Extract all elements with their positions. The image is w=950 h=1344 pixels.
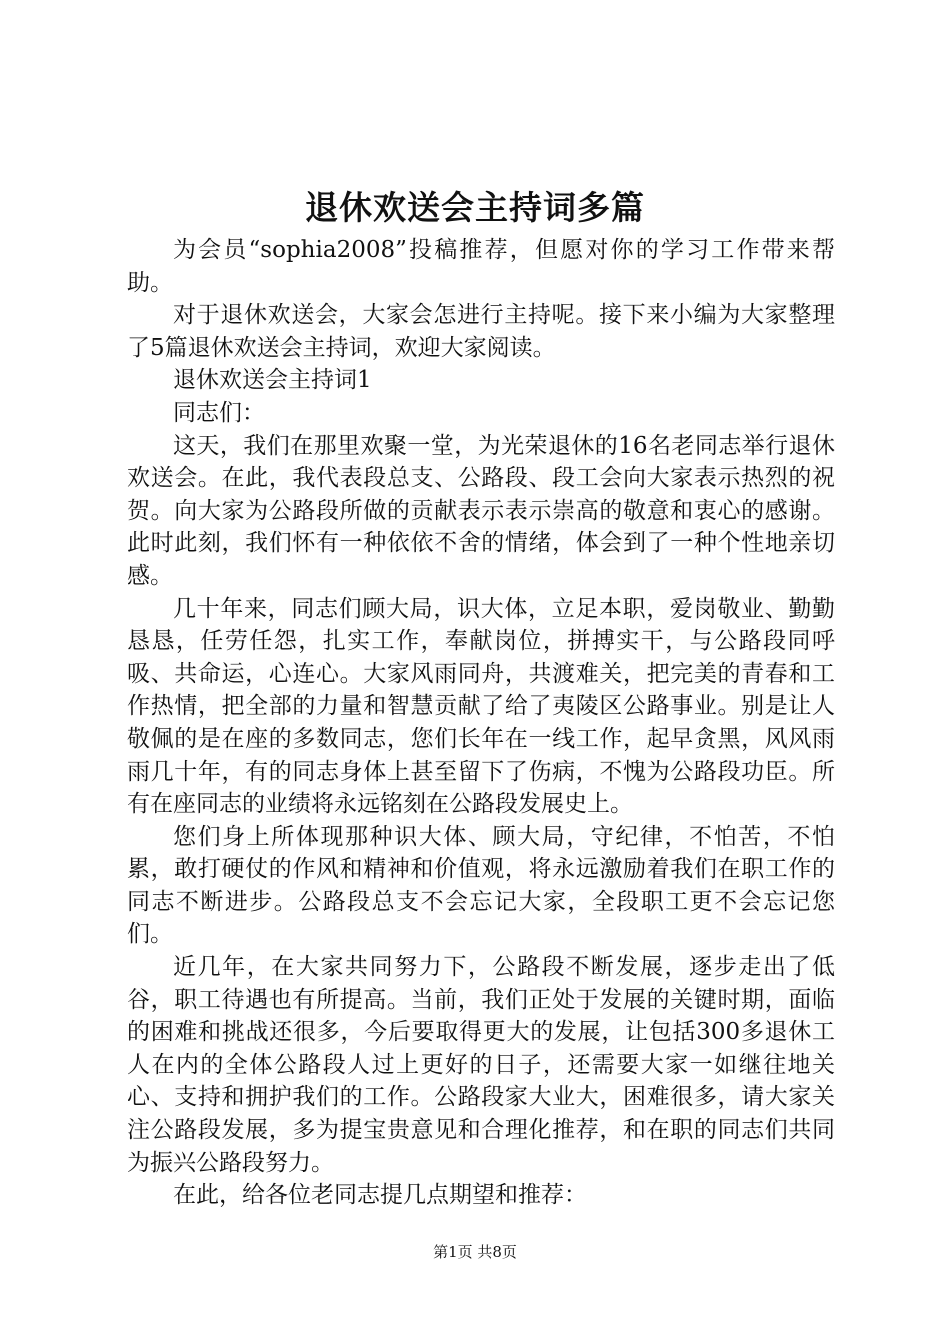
paragraph-salutation: 同志们： <box>173 399 265 426</box>
paragraph-lead: 对于退休欢送会，大家会怎进行主持呢。接下来小编为大家整理了5篇退休欢送会主持词，欢迎大家阅读。 <box>127 302 835 361</box>
paragraph-body: 这天，我们在那里欢聚一堂，为光荣退休的16名老同志举行退休欢送会。在此，我代表段总支、公路段、段工会向大家表示热烈的祝贺。向大家为公路段所做的贡献表示表示崇高的敬意和衷心的感谢。此时此刻，我们怀有一种依依不舍的情绪，体会到了一种个性地亲切感。 <box>127 432 835 589</box>
paragraph-body: 近几年，在大家共同努力下，公路段不断发展，逐步走出了低谷，职工待遇也有所提高。当前，我们正处于发展的关键时期，面临的困难和挑战还很多，今后要取得更大的发展，让包括300多退休工人在内的全体公路段人过上更好的日子，还需要大家一如继往地关心、支持和拥护我们的工作。公路段家大业大，困难很多，请大家关注公路段发展，多为提宝贵意见和合理化推荐，和在职的同志们共同为振兴公路段努力。 <box>127 954 835 1176</box>
paragraph-closing: 在此，给各位老同志提几点期望和推荐： <box>173 1182 587 1209</box>
paragraph-body: 您们身上所体现那种识大体、顾大局，守纪律，不怕苦，不怕累，敢打硬仗的作风和精神和价值观，将永远激励着我们在职工作的同志不断进步。公路段总支不会忘记大家，全段职工更不会忘记您们。 <box>127 823 835 948</box>
paragraph-intro: 为会员“sophia2008”投稿推荐，但愿对你的学习工作带来帮助。 <box>127 237 835 296</box>
section-heading: 退休欢送会主持词1 <box>173 367 372 394</box>
paragraph-body: 几十年来，同志们顾大局，识大体，立足本职，爱岗敬业、勤勤恳恳，任劳任怨，扎实工作，奉献岗位，拼搏实干，与公路段同呼吸、共命运，心连心。大家风雨同舟，共渡难关，把完美的青春和工作热情，把全部的力量和智慧贡献了给了夷陵区公路事业。别是让人敬佩的是在座的多数同志，您们长年在一线工作，起早贪黑，风风雨雨几十年，有的同志身体上甚至留下了伤病，不愧为公路段功臣。所有在座同志的业绩将永远铭刻在公路段发展史上。 <box>127 595 835 818</box>
document-title: 退休欢送会主持词多篇 <box>305 188 645 227</box>
page-number: 第1页 共8页 <box>433 1243 517 1261</box>
document-body <box>127 234 835 1212</box>
